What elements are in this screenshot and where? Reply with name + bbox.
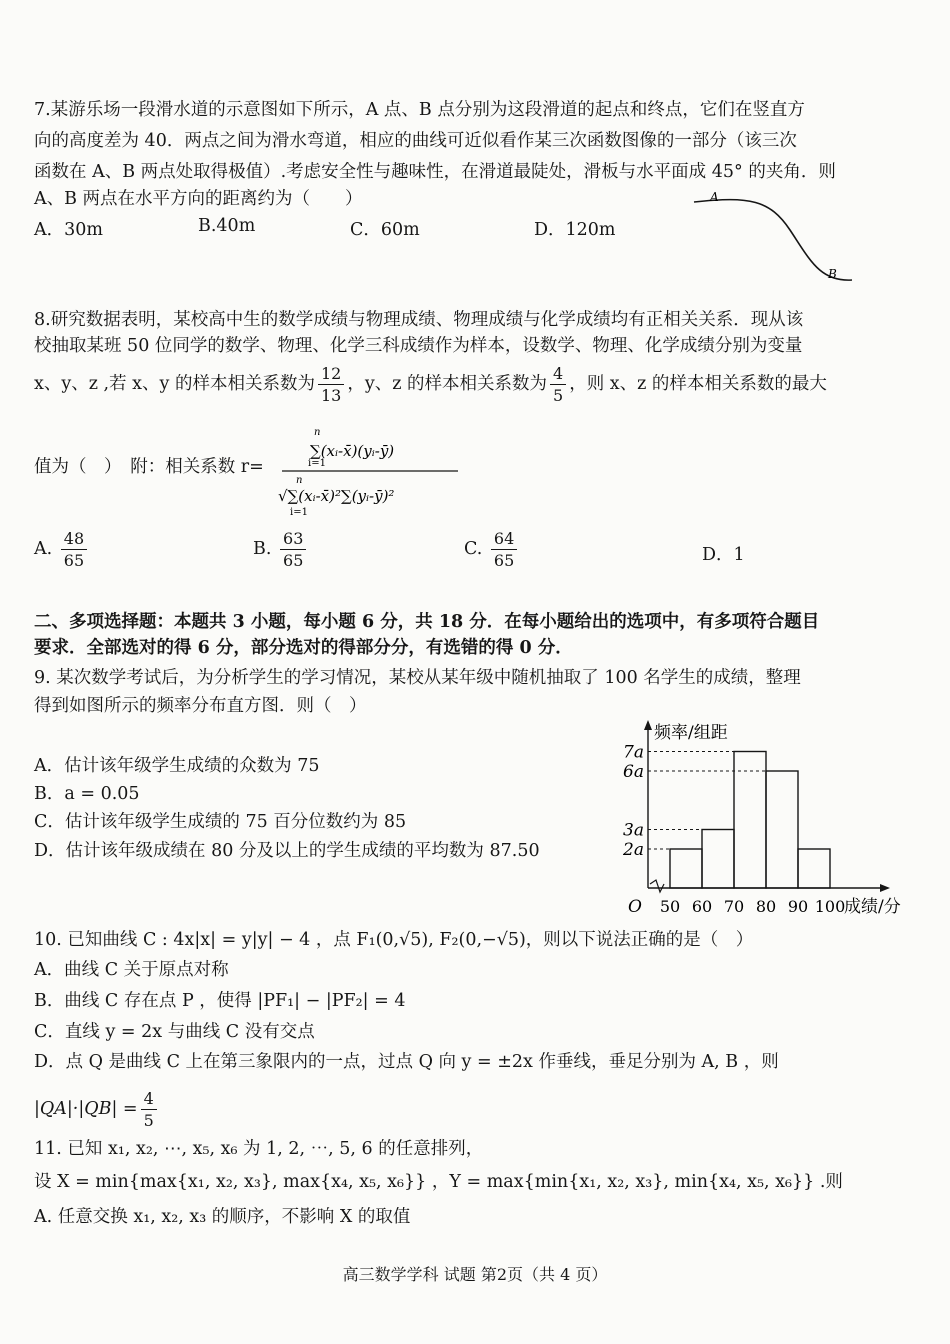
q7-option-a: A．30m: [34, 220, 104, 240]
formula-denominator: √∑(xᵢ-x̄)²∑(yᵢ-ȳ)²: [278, 487, 395, 505]
q8-line3-part3: ，则 x、z 的样本相关系数的最大: [569, 374, 827, 394]
q11-stem-line2: 设 X = min{max{x₁, x₂, x₃}, max{x₄, x₅, x₆}} ，Y = max{min{x₁, x₂, x₃}, min{x₄, x₅, x₆}} .则: [34, 1172, 843, 1192]
y-axis-arrow: [644, 720, 652, 730]
x-tick-label: 50: [659, 897, 681, 916]
option-fraction: [280, 528, 306, 571]
sum-lower-limit: i=1: [308, 458, 326, 469]
frac-denominator: 65: [283, 551, 304, 570]
histogram-bar-70-80: [734, 752, 766, 889]
q7-option-c: C．60m: [350, 220, 420, 240]
q10-option-c: C．直线 y = 2x 与曲线 C 没有交点: [34, 1022, 315, 1042]
frac-denominator: 65: [493, 551, 515, 570]
q10-option-d: D．点 Q 是曲线 C 上在第三象限内的一点，过点 Q 向 y = ±2x 作垂线，垂足分别为 A, B ，则: [34, 1052, 779, 1072]
sum-upper-limit: n: [314, 427, 321, 438]
y-tick-label: 3a: [623, 820, 644, 841]
fraction-4-5: [550, 363, 566, 406]
x-axis-arrow: [880, 884, 890, 892]
q8-option-d: D．1: [702, 545, 745, 565]
histogram-bar-50-60: [670, 849, 702, 888]
sum-lower-limit: i=1: [290, 507, 308, 518]
section2-heading-line1: 二、多项选择题：本题共 3 小题，每小题 6 分，共 18 分．在每小题给出的选项中，有多项符合题目: [34, 612, 820, 632]
q7-stem-line1: 7.某游乐场一段滑水道的示意图如下所示，A 点、B 点分别为这段滑道的起点和终点，它们在竖直方: [34, 100, 805, 120]
option-label: A.: [34, 539, 53, 559]
fraction-12-13: [318, 363, 344, 406]
option-fraction: [491, 528, 517, 571]
q9-stem-line2: 得到如图所示的频率分布直方图．则（ ）: [34, 696, 367, 716]
q8-stem-line3: [34, 362, 827, 406]
q8-stem-line2: 校抽取某班 50 位同学的数学、物理、化学三科成绩作为样本，设数学、物理、化学成绩分别为变量: [34, 336, 803, 356]
frac-numerator: 4: [550, 363, 566, 385]
section2-heading-line2: 要求．全部选对的得 6 分，部分选对的得部分分，有选错的得 0 分．: [34, 638, 573, 658]
option-fraction: [61, 528, 87, 571]
x-tick-label: 100: [814, 897, 846, 916]
frac-numerator: 12: [318, 363, 344, 385]
frac-denominator: 5: [553, 386, 564, 405]
q10-option-a: A．曲线 C 关于原点对称: [34, 960, 229, 980]
q7-stem-line4: A、B 两点在水平方向的距离约为（ ）: [34, 189, 363, 209]
q7-stem-line3: 函数在 A、B 两点处取得极值）.考虑安全性与趣味性，在滑道最陡处，滑板与水平面成 45° 的夹角．则: [34, 162, 836, 182]
q9-stem-line1: 9. 某次数学考试后，为分析学生的学习情况，某校从某年级中随机抽取了 100 名学生的成绩，整理: [34, 668, 801, 688]
q8-option-c: [464, 528, 520, 571]
option-label: C.: [464, 539, 483, 559]
page-footer: 高三数学学科 试题 第2页（共 4 页）: [342, 1265, 608, 1284]
q11-stem-line1: 11. 已知 x₁, x₂, ⋯, x₅, x₆ 为 1, 2, ⋯, 5, 6 的任意排列，: [34, 1139, 484, 1159]
q7-stem-line2: 向的高度差为 40．两点之间为滑水弯道，相应的曲线可近似看作某三次函数图像的一部分（该三次: [34, 131, 797, 151]
frac-numerator: 4: [141, 1088, 157, 1110]
q9-option-a: A．估计该年级学生成绩的众数为 75: [34, 756, 320, 776]
q8-option-b: [253, 528, 309, 571]
option-label: B.: [253, 539, 272, 559]
formula-numerator: ∑(xᵢ-x̄)(yᵢ-ȳ): [310, 442, 395, 460]
q8-stem-line1: 8.研究数据表明，某校高中生的数学成绩与物理成绩、物理成绩与化学成绩均有正相关关系．现从该: [34, 310, 804, 330]
q10-option-b: B．曲线 C 存在点 P ，使得 |PF₁| − |PF₂| = 4: [34, 991, 406, 1011]
q8-line3-part1: x、y、z ,若 x、y 的样本相关系数为: [34, 374, 315, 394]
x-tick-label: 70: [723, 897, 745, 916]
origin-label: O: [628, 897, 642, 917]
q11-option-a: A. 任意交换 x₁, x₂, x₃ 的顺序，不影响 X 的取值: [34, 1207, 411, 1227]
frequency-histogram: [610, 716, 910, 922]
frac-numerator: 63: [280, 528, 306, 550]
q8-stem-line4: 值为（ ） 附：相关系数 r=: [34, 457, 264, 477]
correlation-formula: [268, 425, 468, 521]
histogram-bar-80-90: [766, 771, 798, 888]
y-tick-label: 7a: [623, 742, 644, 763]
frac-denominator: 65: [63, 551, 85, 570]
sum-upper-limit: n: [296, 475, 303, 486]
axis-break-mark: [650, 880, 664, 892]
q9-option-d: D．估计该年级成绩在 80 分及以上的学生成绩的平均数为 87.50: [34, 841, 540, 861]
q8-line3-part2: ，y、z 的样本相关系数为: [347, 374, 548, 394]
y-tick-label: 6a: [623, 762, 644, 782]
point-b-label: B: [828, 267, 837, 281]
histogram-bar-90-100: [798, 849, 830, 888]
y-axis-label: 频率/组距: [654, 723, 728, 743]
frac-numerator: 48: [61, 528, 87, 550]
q7-option-b: B.40m: [198, 216, 256, 236]
q10-stem: 10. 已知曲线 C : 4x|x| = y|y| − 4 ，点 F₁(0,√5), F₂(0,−√5)，则以下说法正确的是（ ）: [34, 930, 754, 950]
frac-denominator: 13: [320, 386, 342, 405]
q8-option-a: [34, 528, 90, 571]
water-slide-diagram: [690, 190, 860, 290]
point-a-label: A: [710, 190, 719, 204]
q9-option-b: B．a = 0.05: [34, 784, 140, 804]
frac-numerator: 64: [491, 528, 517, 550]
x-tick-label: 60: [691, 897, 713, 916]
x-tick-label: 80: [755, 897, 777, 916]
frac-denominator: 5: [143, 1111, 154, 1130]
qa-qb-product: |QA|·|QB| =: [34, 1099, 138, 1119]
q9-option-c: C．估计该年级学生成绩的 75 百分位数约为 85: [34, 812, 407, 832]
x-tick-label: 90: [787, 897, 809, 916]
y-tick-label: 2a: [623, 840, 644, 860]
fraction-4-5: [141, 1088, 157, 1131]
x-axis-label: 成绩/分: [844, 897, 901, 917]
histogram-bar-60-70: [702, 830, 734, 889]
q10-option-d-cont: [34, 1086, 160, 1132]
q7-option-d: D．120m: [534, 220, 616, 240]
